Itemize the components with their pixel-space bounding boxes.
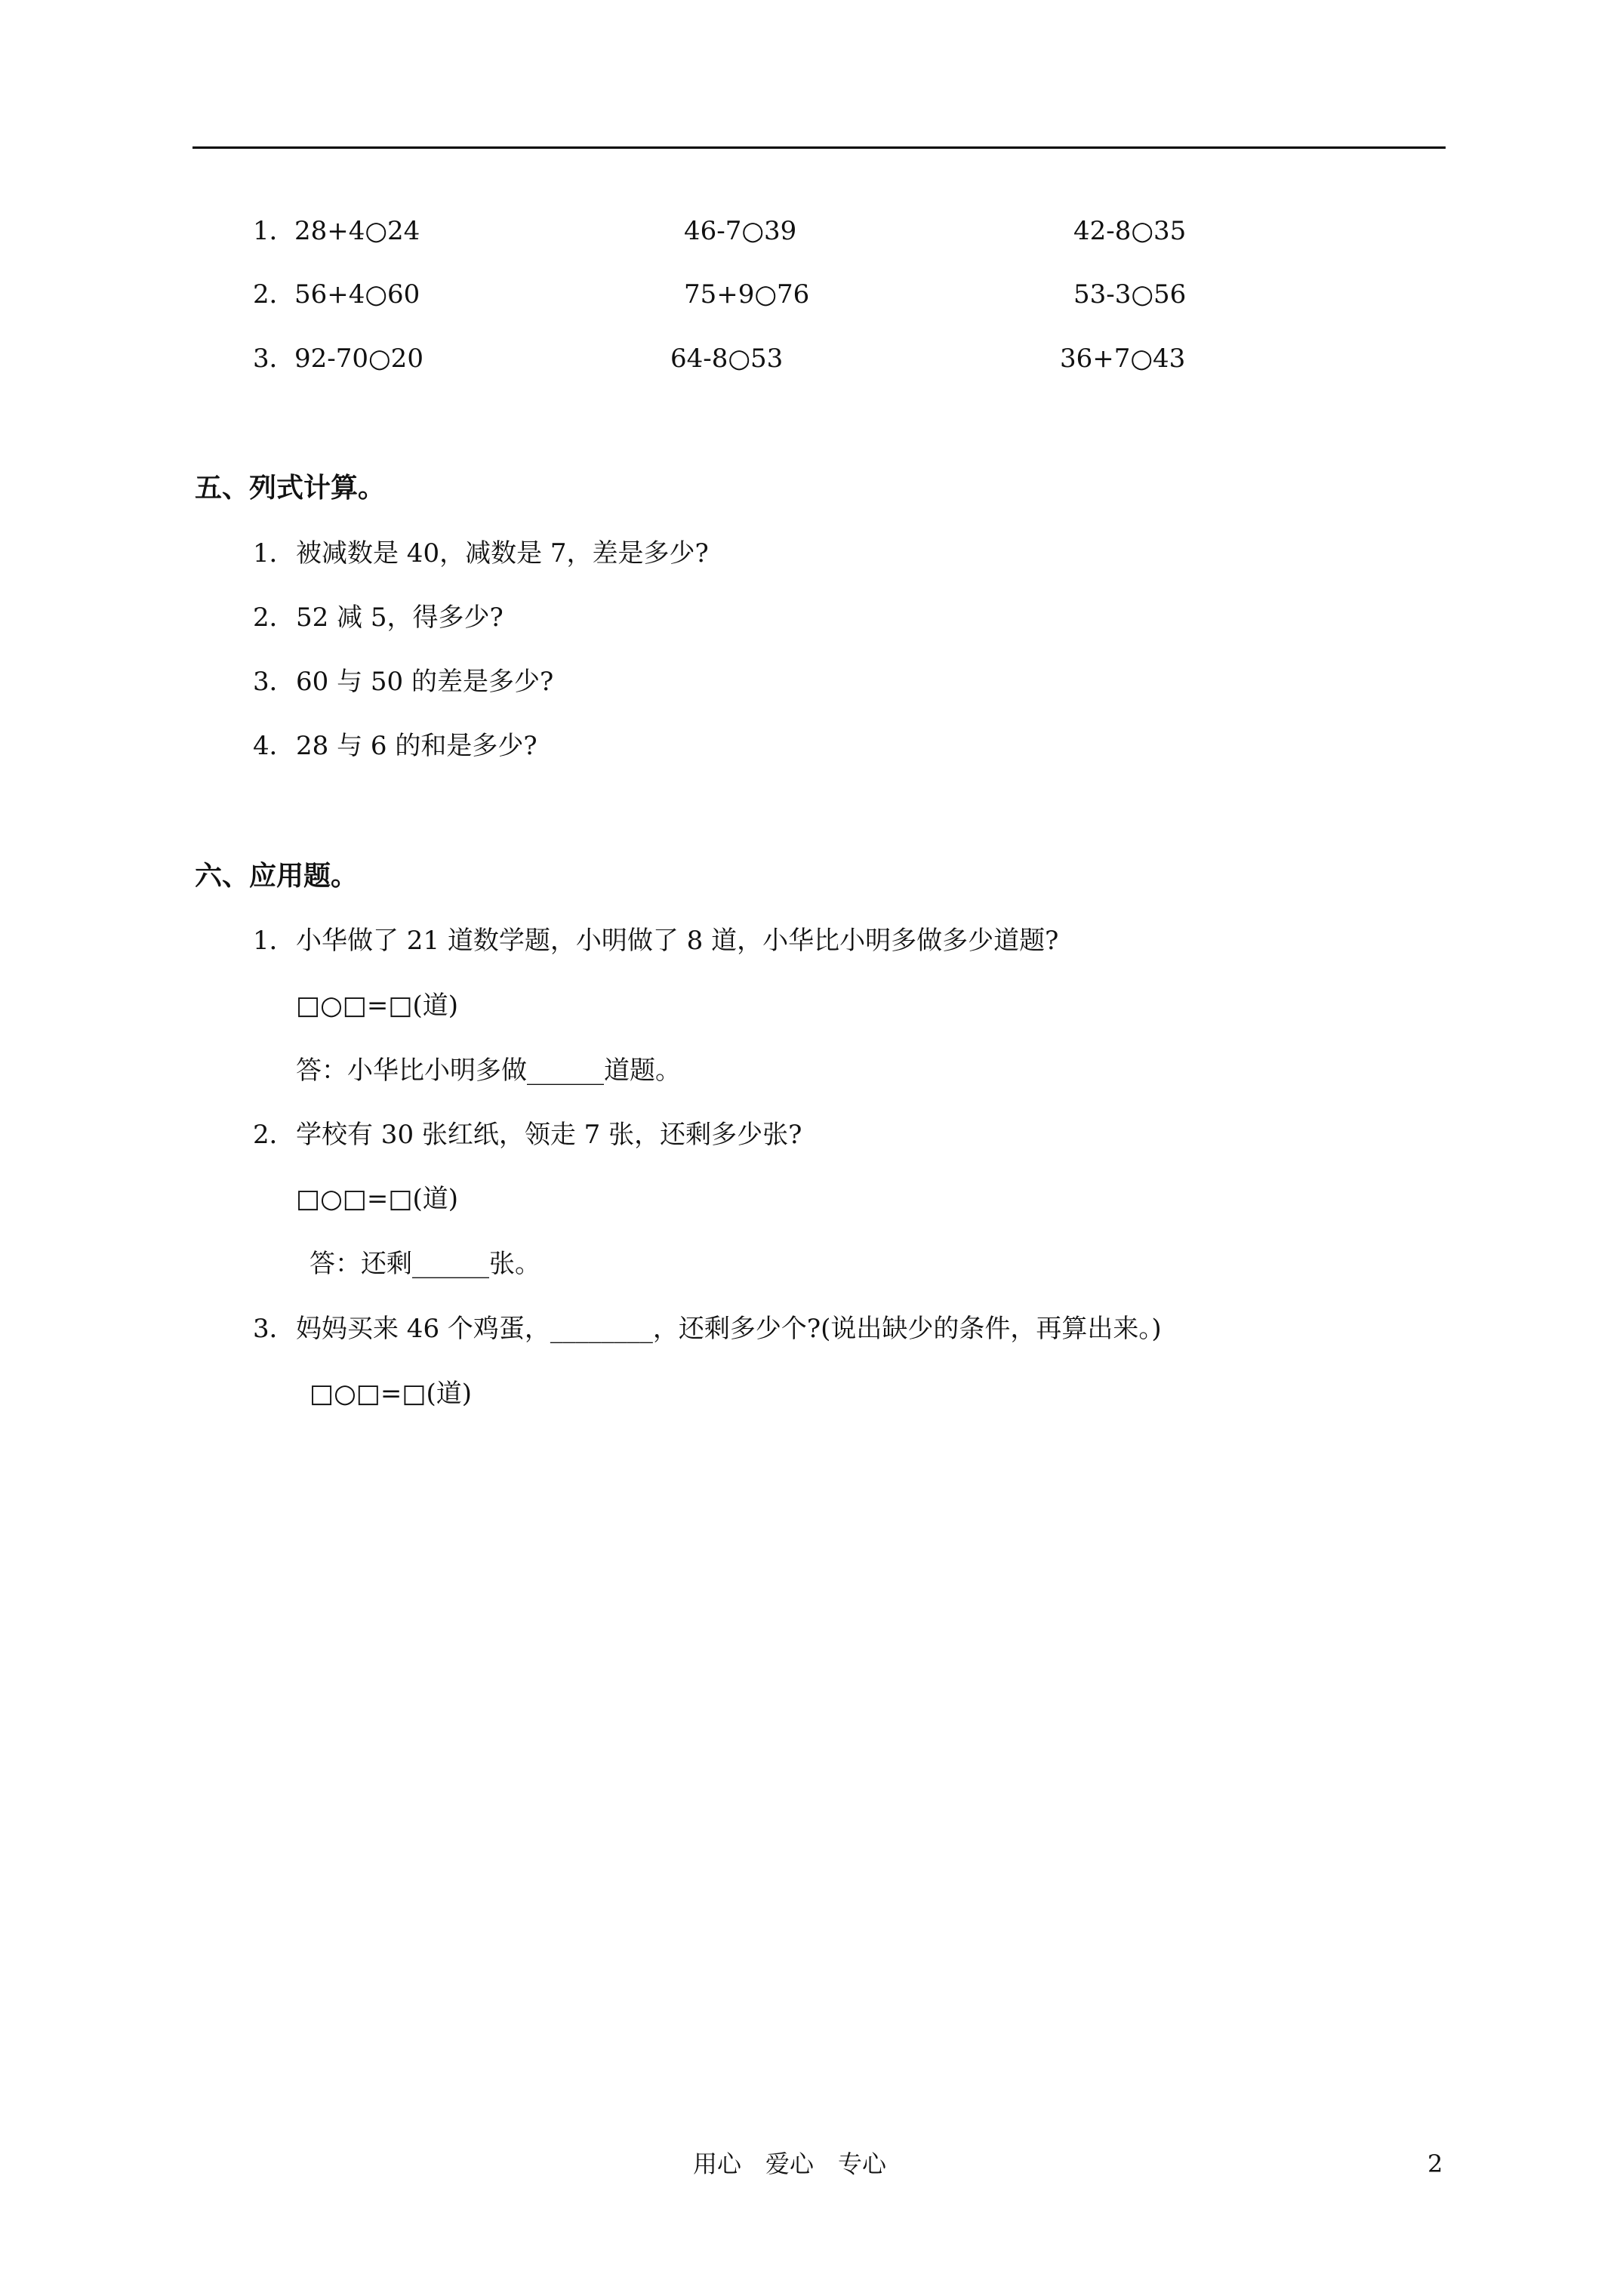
section-5-item-4-number: 4．: [253, 731, 295, 761]
section-5-item-2-number: 2．: [253, 603, 295, 633]
comparison-row-3-number: 3．: [253, 344, 295, 374]
section-5-item-4-text: 28 与 6 的和是多少?: [296, 731, 537, 761]
comparison-row-2-number: 2．: [253, 279, 295, 310]
problem-1-answer: 答：小华比小明多做______道题。: [296, 1056, 681, 1086]
comparison-row-2-b: 75+9○76: [684, 279, 810, 310]
comparison-row-1-c: 42-8○35: [1073, 216, 1187, 246]
problem-3-formula: □○□=□(道): [310, 1379, 473, 1409]
problem-2-answer: 答：还剩______张。: [310, 1249, 540, 1279]
comparison-row-1-b: 46-7○39: [684, 216, 797, 246]
comparison-row-2-a: 56+4○60: [294, 279, 420, 310]
section-5-item-2-text: 52 减 5，得多少?: [296, 603, 504, 633]
section-5-item-3-number: 3．: [253, 667, 295, 697]
page-number: 2: [1427, 2150, 1443, 2178]
section-5-heading: 五、列式计算。: [195, 472, 386, 504]
section-6-heading: 六、应用题。: [195, 860, 359, 892]
problem-1-formula: □○□=□(道): [296, 991, 459, 1021]
comparison-row-3-c: 36+7○43: [1060, 344, 1186, 374]
problem-2-formula: □○□=□(道): [296, 1184, 459, 1214]
problem-2-text: 学校有 30 张红纸，领走 7 张，还剩多少张?: [296, 1120, 802, 1150]
problem-1-number: 1．: [253, 926, 295, 956]
footer-motto: 用心 爱心 专心: [693, 2150, 887, 2178]
problem-1-text: 小华做了 21 道数学题，小明做了 8 道，小华比小明多做多少道题?: [296, 926, 1059, 956]
comparison-row-3-b: 64-8○53: [670, 344, 784, 374]
comparison-row-1-number: 1．: [253, 216, 295, 246]
comparison-row-3-a: 92-70○20: [294, 344, 423, 374]
comparison-row-2-c: 53-3○56: [1073, 279, 1187, 310]
header-rule: [192, 146, 1446, 149]
section-5-item-3-text: 60 与 50 的差是多少?: [296, 667, 554, 697]
comparison-row-1-a: 28+4○24: [294, 216, 420, 246]
problem-3-text: 妈妈买来 46 个鸡蛋，________，还剩多少个?(说出缺少的条件，再算出来。): [296, 1314, 1162, 1344]
problem-3-number: 3．: [253, 1314, 295, 1344]
section-5-item-1-number: 1．: [253, 538, 295, 569]
problem-2-number: 2．: [253, 1120, 295, 1150]
section-5-item-1-text: 被减数是 40，减数是 7，差是多少?: [296, 538, 709, 569]
